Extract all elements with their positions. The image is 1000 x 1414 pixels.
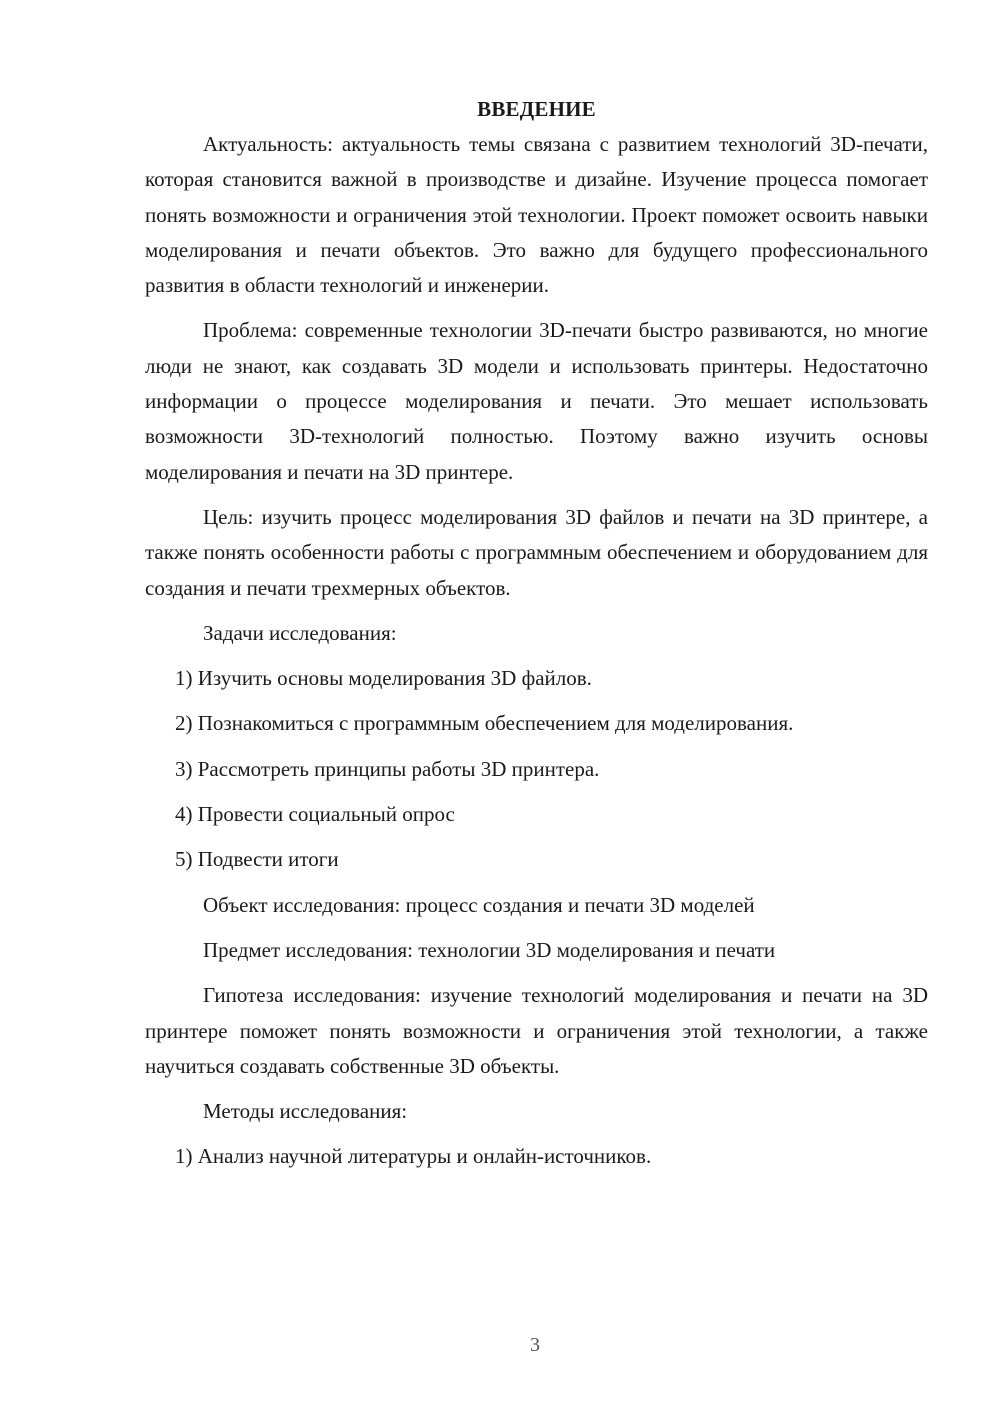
methods-heading: Методы исследования:	[203, 1099, 408, 1124]
goal-paragraph: Цель: изучить процесс моделирования 3D файлов и печати на 3D принтере, а также понять особенности работы с программным обеспечением и оборудованием для создания и печати трехмерных объектов.	[145, 504, 928, 600]
section-heading: ВВЕДЕНИЕ	[477, 97, 596, 121]
task-item: 3) Рассмотреть принципы работы 3D принтера.	[175, 756, 600, 781]
hypothesis-paragraph: Гипотеза исследования: изучение технологий моделирования и печати на 3D принтере поможет понять возможности и ограничения этой технологии, а также научиться создавать собственные 3D объекты.	[145, 983, 928, 1078]
relevance-paragraph: Актуальность: актуальность темы связана с развитием технологий 3D-печати, которая становится важной в производстве и дизайне. Изучение процесса помогает понять возможности и ограничения этой технологии. Проект поможет освоить навыки моделирования и печати объектов. Это важно для будущего профессионального развития в области технологий и инженерии.	[145, 132, 928, 298]
page-number: 3	[530, 1334, 540, 1356]
object-paragraph: Объект исследования: процесс создания и печати 3D моделей	[203, 892, 755, 917]
task-item: 1) Изучить основы моделирования 3D файлов.	[175, 666, 592, 691]
task-item: 2) Познакомиться с программным обеспечением для моделирования.	[175, 711, 794, 736]
task-item: 5) Подвести итоги	[175, 847, 339, 872]
document-page	[145, 92, 928, 1185]
problem-paragraph: Проблема: современные технологии 3D-печати быстро развиваются, но многие люди не знают, как создавать 3D модели и использовать принтеры. Недостаточно информации о процессе моделирования и печати. Это мешает использовать возможности 3D-технологий полностью. Поэтому важно изучить основы моделирования и печати на 3D принтере.	[145, 318, 928, 484]
task-item: 4) Провести социальный опрос	[175, 802, 455, 827]
method-item: 1) Анализ научной литературы и онлайн-источников.	[175, 1144, 652, 1169]
tasks-heading: Задачи исследования:	[203, 620, 397, 645]
subject-paragraph: Предмет исследования: технологии 3D моделирования и печати	[203, 937, 776, 962]
